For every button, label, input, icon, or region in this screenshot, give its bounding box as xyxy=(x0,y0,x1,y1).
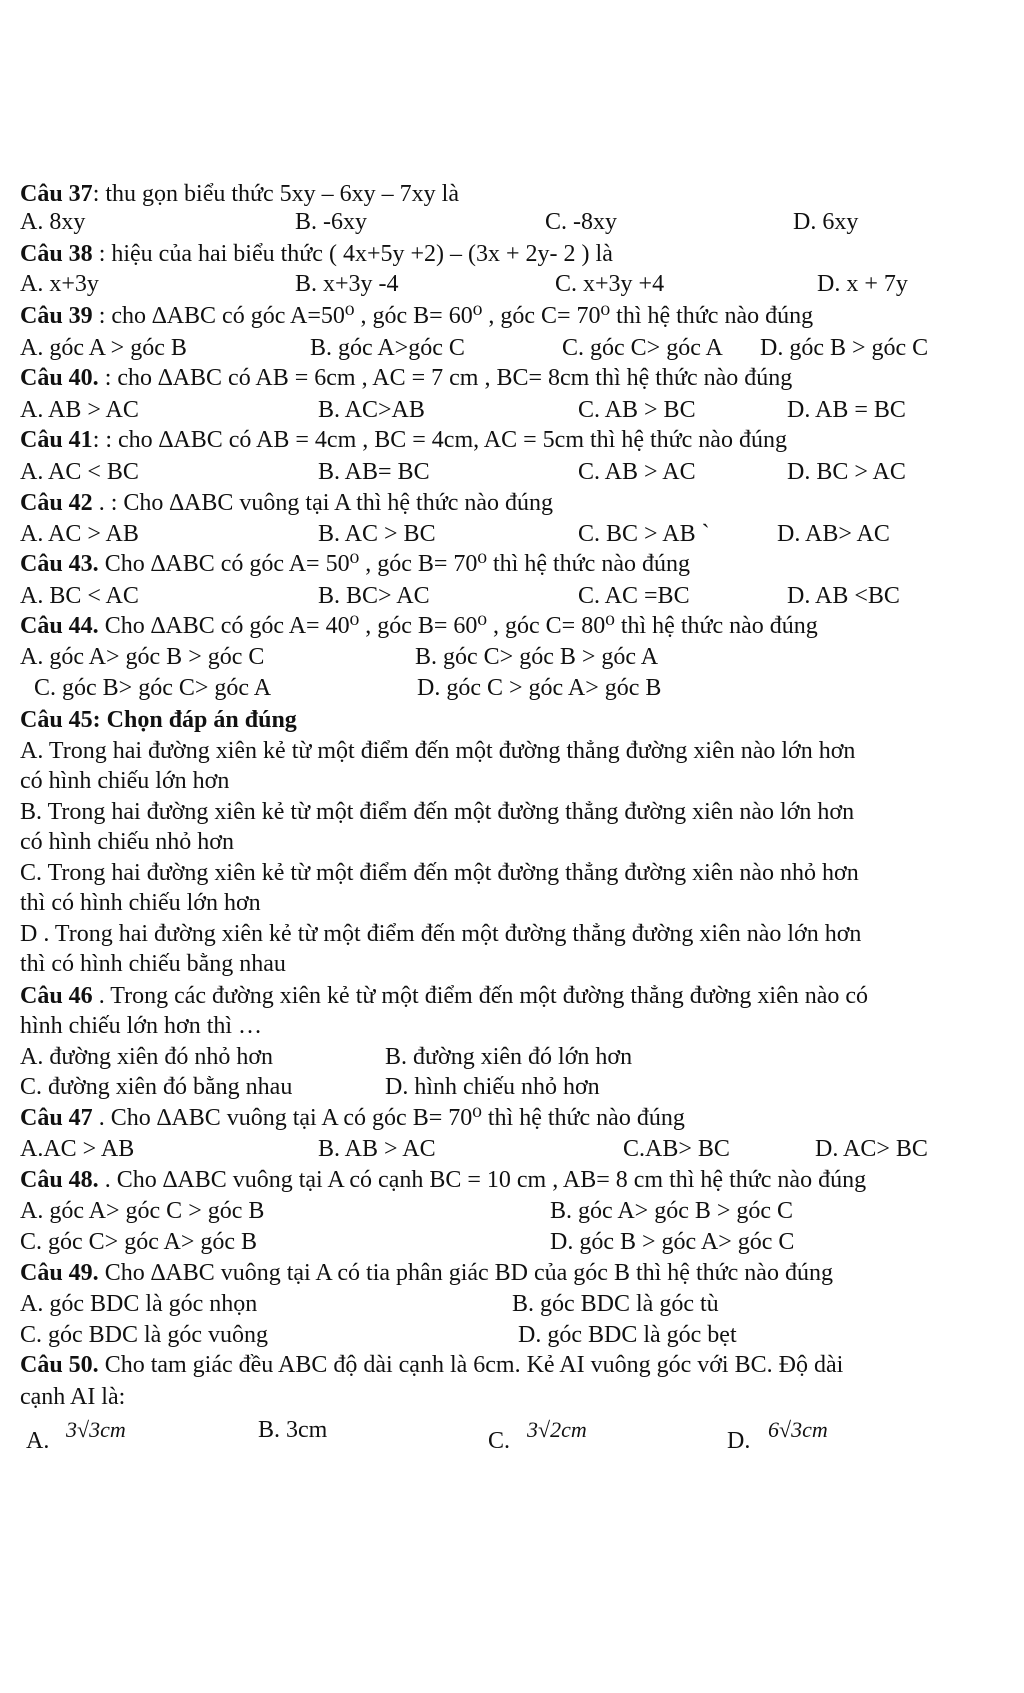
option-c: C. góc B> góc C> góc A xyxy=(34,675,272,701)
option-c: C. góc C> góc A> góc B xyxy=(20,1229,258,1255)
option-c: C. góc BDC là góc vuông xyxy=(20,1322,268,1348)
question-44: Câu 44. Cho ∆ABC có góc A= 40⁰ , góc B= 60⁰ , góc C= 80⁰ thì hệ thức nào đúng xyxy=(20,613,818,639)
question-49: Câu 49. Cho ∆ABC vuông tại A có tia phân giác BD của góc B thì hệ thức nào đúng xyxy=(20,1260,833,1286)
option-a: A. 8xy xyxy=(20,209,86,235)
option-d: D. góc B > góc C xyxy=(760,335,929,361)
question-43: Câu 43. Cho ∆ABC có góc A= 50⁰ , góc B= 70⁰ thì hệ thức nào đúng xyxy=(20,551,690,577)
option-c: C. BC > AB ` xyxy=(578,521,710,547)
question-47: Câu 47 . Cho ∆ABC vuông tại A có góc B= 70⁰ thì hệ thức nào đúng xyxy=(20,1105,685,1131)
question-39: Câu 39 : cho ∆ABC có góc A=50⁰ , góc B= 60⁰ , góc C= 70⁰ thì hệ thức nào đúng xyxy=(20,303,814,329)
option-a: A. AC > AB xyxy=(20,521,139,547)
option-a-cont: có hình chiếu lớn hơn xyxy=(20,768,230,794)
option-d: D. xyxy=(727,1428,751,1454)
option-b: B. Trong hai đường xiên kẻ từ một điểm đến một đường thẳng đường xiên nào lớn hơn xyxy=(20,799,855,825)
option-a: A. góc A> góc C > góc B xyxy=(20,1198,265,1224)
option-c: C. đường xiên đó bằng nhau xyxy=(20,1074,293,1100)
option-b: B. AB > AC xyxy=(318,1136,436,1162)
question-40: Câu 40. : cho ∆ABC có AB = 6cm , AC = 7 cm , BC= 8cm thì hệ thức nào đúng xyxy=(20,365,793,391)
option-d: D. AB = BC xyxy=(787,397,906,423)
question-38: Câu 38 : hiệu của hai biểu thức ( 4x+5y +2) – (3x + 2y- 2 ) là xyxy=(20,241,613,267)
question-50-cont: cạnh AI là: xyxy=(20,1384,126,1410)
question-48: Câu 48. . Cho ∆ABC vuông tại A có cạnh BC = 10 cm , AB= 8 cm thì hệ thức nào đúng xyxy=(20,1167,867,1193)
option-a: A. x+3y xyxy=(20,271,99,297)
option-c: C. góc C> góc A xyxy=(562,335,723,361)
option-d: D. hình chiếu nhỏ hơn xyxy=(385,1074,600,1100)
option-d-value: 6√3cm xyxy=(768,1417,828,1442)
option-c-cont: thì có hình chiếu lớn hơn xyxy=(20,890,261,916)
option-d: D. AB> AC xyxy=(777,521,890,547)
question-41: Câu 41: : cho ∆ABC có AB = 4cm , BC = 4cm, AC = 5cm thì hệ thức nào đúng xyxy=(20,427,787,453)
option-a: A. xyxy=(26,1428,50,1454)
option-b-cont: có hình chiếu nhỏ hơn xyxy=(20,829,234,855)
option-c: C.AB> BC xyxy=(623,1136,730,1162)
option-d: D . Trong hai đường xiên kẻ từ một điểm đến một đường thẳng đường xiên nào lớn hơn xyxy=(20,921,862,947)
option-d-cont: thì có hình chiếu bằng nhau xyxy=(20,951,286,977)
option-d: D. AC> BC xyxy=(815,1136,928,1162)
option-b: B. góc A>góc C xyxy=(310,335,465,361)
question-45: Câu 45: Chọn đáp án đúng xyxy=(20,707,297,733)
question-42: Câu 42 . : Cho ∆ABC vuông tại A thì hệ thức nào đúng xyxy=(20,490,554,516)
option-a-value: 3√3cm xyxy=(66,1417,126,1442)
option-a: A. AC < BC xyxy=(20,459,139,485)
option-a: A. Trong hai đường xiên kẻ từ một điểm đến một đường thẳng đường xiên nào lớn hơn xyxy=(20,738,856,764)
option-d: D. AB <BC xyxy=(787,583,900,609)
option-b: B. BC> AC xyxy=(318,583,430,609)
option-a: A.AC > AB xyxy=(20,1136,135,1162)
option-c: C. x+3y +4 xyxy=(555,271,665,297)
option-a: A. đường xiên đó nhỏ hơn xyxy=(20,1044,274,1070)
option-b: B. góc C> góc B > góc A xyxy=(415,644,659,670)
question-37: Câu 37: thu gọn biểu thức 5xy – 6xy – 7xy là xyxy=(20,181,459,207)
option-c: C. xyxy=(488,1428,511,1454)
option-c-value: 3√2cm xyxy=(527,1417,587,1442)
question-46: Câu 46 . Trong các đường xiên kẻ từ một điểm đến một đường thẳng đường xiên nào có xyxy=(20,983,869,1009)
option-b: B. 3cm xyxy=(258,1417,328,1443)
option-c: C. AB > AC xyxy=(578,459,696,485)
option-b: B. AB= BC xyxy=(318,459,430,485)
option-d: D. x + 7y xyxy=(817,271,908,297)
option-c: C. AB > BC xyxy=(578,397,696,423)
option-d: D. 6xy xyxy=(793,209,859,235)
option-a: A. góc A > góc B xyxy=(20,335,187,361)
question-46-cont: hình chiếu lớn hơn thì … xyxy=(20,1013,263,1039)
option-c: C. AC =BC xyxy=(578,583,690,609)
option-a: A. AB > AC xyxy=(20,397,139,423)
option-b: B. -6xy xyxy=(295,209,367,235)
option-b: B. AC > BC xyxy=(318,521,436,547)
option-b: B. góc A> góc B > góc C xyxy=(550,1198,794,1224)
option-c: C. Trong hai đường xiên kẻ từ một điểm đến một đường thẳng đường xiên nào nhỏ hơn xyxy=(20,860,859,886)
option-b: B. AC>AB xyxy=(318,397,425,423)
option-a: A. góc BDC là góc nhọn xyxy=(20,1291,258,1317)
option-a: A. góc A> góc B > góc C xyxy=(20,644,265,670)
option-b: B. góc BDC là góc tù xyxy=(512,1291,719,1317)
option-b: B. đường xiên đó lớn hơn xyxy=(385,1044,633,1070)
option-b: B. x+3y -4 xyxy=(295,271,399,297)
question-50: Câu 50. Cho tam giác đều ABC độ dài cạnh là 6cm. Kẻ AI vuông góc với BC. Độ dài xyxy=(20,1352,844,1378)
option-c: C. -8xy xyxy=(545,209,617,235)
option-d: D. góc C > góc A> góc B xyxy=(417,675,662,701)
option-d: D. góc BDC là góc bẹt xyxy=(518,1322,737,1348)
option-a: A. BC < AC xyxy=(20,583,139,609)
option-d: D. BC > AC xyxy=(787,459,906,485)
option-d: D. góc B > góc A> góc C xyxy=(550,1229,795,1255)
